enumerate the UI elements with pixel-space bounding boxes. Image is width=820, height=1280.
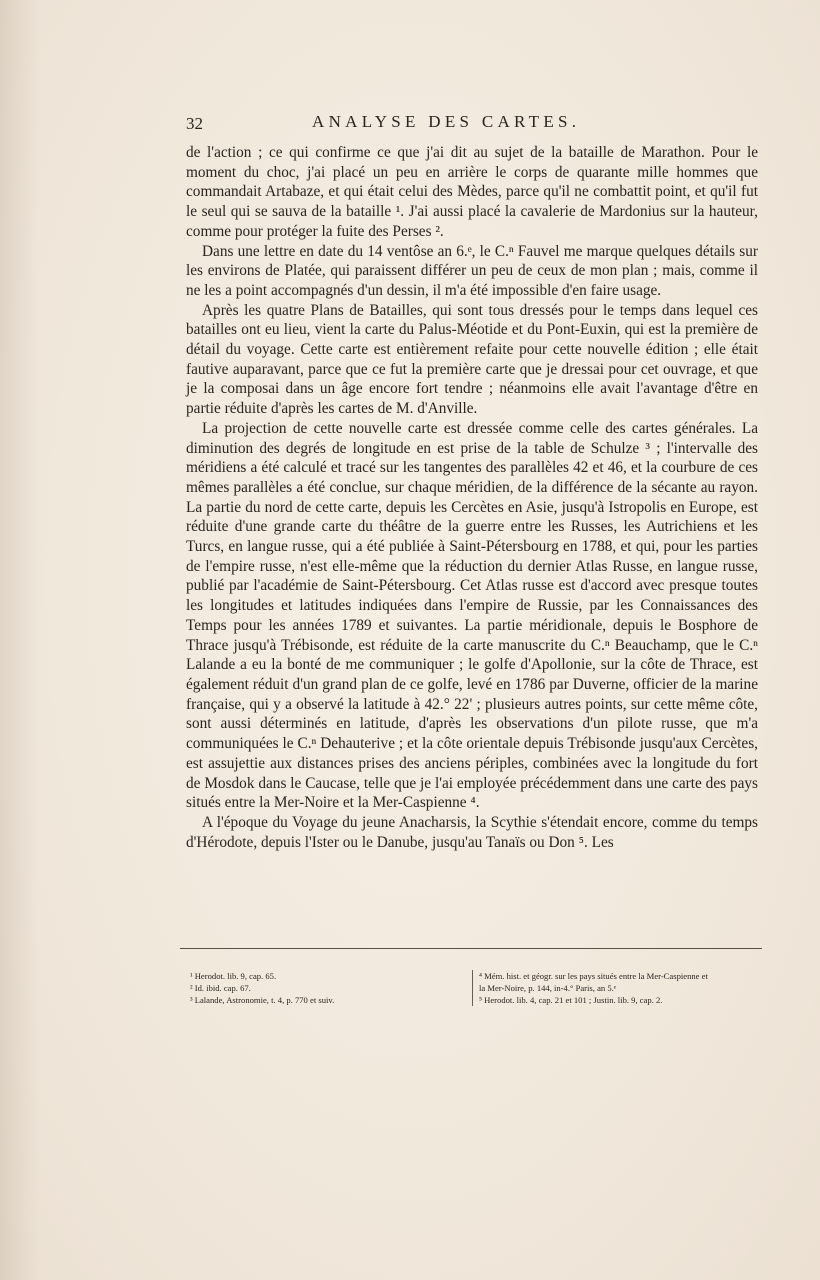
footnote-5: ⁵ Herodot. lib. 4, cap. 21 et 101 ; Justin. lib. 9, cap. 2.: [479, 995, 663, 1005]
footnote-3: ³ Lalande, Astronomie, t. 4, p. 770 et suiv.: [190, 995, 335, 1005]
paragraph-5: A l'époque du Voyage du jeune Anacharsis, la Scythie s'étendait encore, comme du temps d'Hérodote, depuis l'Ister ou le Danube, jusqu'au Tanaïs ou Don ⁵. Les: [186, 813, 758, 851]
paragraph-1: de l'action ; ce qui confirme ce que j'ai dit au sujet de la bataille de Marathon. Pour le moment du choc, j'ai placé un peu en arrière le corps de quarante mille hommes que commandait Artabaze, et qui était celui des Mèdes, parce qu'il ne combattit point, et qu'il fut le seul qui se sauva de la bataille ¹. J'ai aussi placé la cavalerie de Mardonius sur la hauteur, comme pour protéger la fuite des Perses ².: [186, 144, 758, 240]
running-title: ANALYSE DES CARTES.: [312, 112, 581, 131]
paragraph-2: Dans une lettre en date du 14 ventôse an 6.ᵉ, le C.ⁿ Fauvel me marque quelques détails sur les environs de Platée, qui paraissent différer un peu de ceux de mon plan ; mais, comme il ne les a point accompagnés d'un dessin, il m'a été impossible d'en faire usage.: [186, 242, 758, 299]
footnote-1: ¹ Herodot. lib. 9, cap. 65.: [190, 971, 277, 981]
footnote-2: ² Id. ibid. cap. 67.: [190, 983, 251, 993]
footnotes-right-column: [472, 970, 765, 1006]
footnotes-left-column: [190, 970, 470, 1006]
page-number: 32: [186, 114, 203, 133]
body-text: [186, 143, 758, 852]
footnote-4-continued: la Mer-Noire, p. 144, in-4.° Paris, an 5.ᵉ: [479, 983, 616, 993]
spine-shadow: [0, 0, 40, 1280]
paragraph-4: La projection de cette nouvelle carte est dressée comme celle des cartes générales. La diminution des degrés de longitude en est prise de la table de Schulze ³ ; l'intervalle des méridiens a été calculé et tracé sur les tangentes des parallèles 42 et 46, et la courbure de ces mêmes parallèles a été conclue, sur chaque méridien, de la différence de la sécante au rayon. La partie du nord de cette carte, depuis les Cercètes en Asie, jusqu'à Istropolis en Europe, est réduite d'une grande carte du théâtre de la guerre entre les Russes, les Autrichiens et les Turcs, en langue russe, qui a été publiée à Saint-Pétersbourg en 1788, et qui, pour les parties de l'empire russe, n'est elle-même que la réduction du dernier Atlas Russe, en langue russe, publié par l'académie de Saint-Pétersbourg. Cet Atlas russe est d'accord avec presque toutes les longitudes et latitudes indiquées dans l'empire de Russie, par les Connaissances des Temps pour les années 1789 et suivantes. La partie méridionale, depuis le Bosphore de Thrace jusqu'à Trébisonde, est réduite de la carte manuscrite du C.ⁿ Beauchamp, que le C.ⁿ Lalande a eu la bonté de me communiquer ; le golfe d'Apollonie, sur la côte de Thrace, est également réduit d'un grand plan de ce golfe, levé en 1786 par Duverne, officier de la marine française, qui y a observé la latitude à 42.° 22' ; plusieurs autres points, sur cette même côte, sont aussi déterminés en latitude, d'après les observations d'un pilote russe, que m'a communiquées le C.ⁿ Dehauterive ; et la côte orientale depuis Trébisonde jusqu'aux Cercètes, est assujettie aux distances prises des anciens périples, combinées avec la longitude du fort de Mosdok dans le Caucase, telle que je l'ai employée précédemment dans une carte des pays situés entre la Mer-Noire et la Mer-Caspienne ⁴.: [186, 419, 758, 812]
running-head: [186, 112, 758, 136]
footnotes: [186, 970, 758, 1030]
footnote-4: ⁴ Mém. hist. et géogr. sur les pays situés entre la Mer-Caspienne et: [479, 971, 708, 981]
footnote-divider: [180, 948, 762, 949]
paragraph-3: Après les quatre Plans de Batailles, qui sont tous dressés pour le temps dans lequel ces batailles ont eu lieu, vient la carte du Palus-Méotide et du Pont-Euxin, qui est la première de détail du voyage. Cette carte est entièrement refaite pour cette nouvelle édition ; elle était fautive auparavant, parce que ce fut la première carte que je dressai pour cet ouvrage, et que je la composai dans un âge encore fort tendre ; néanmoins elle avait l'avantage d'être en partie réduite d'après les cartes de M. d'Anville.: [186, 301, 758, 418]
